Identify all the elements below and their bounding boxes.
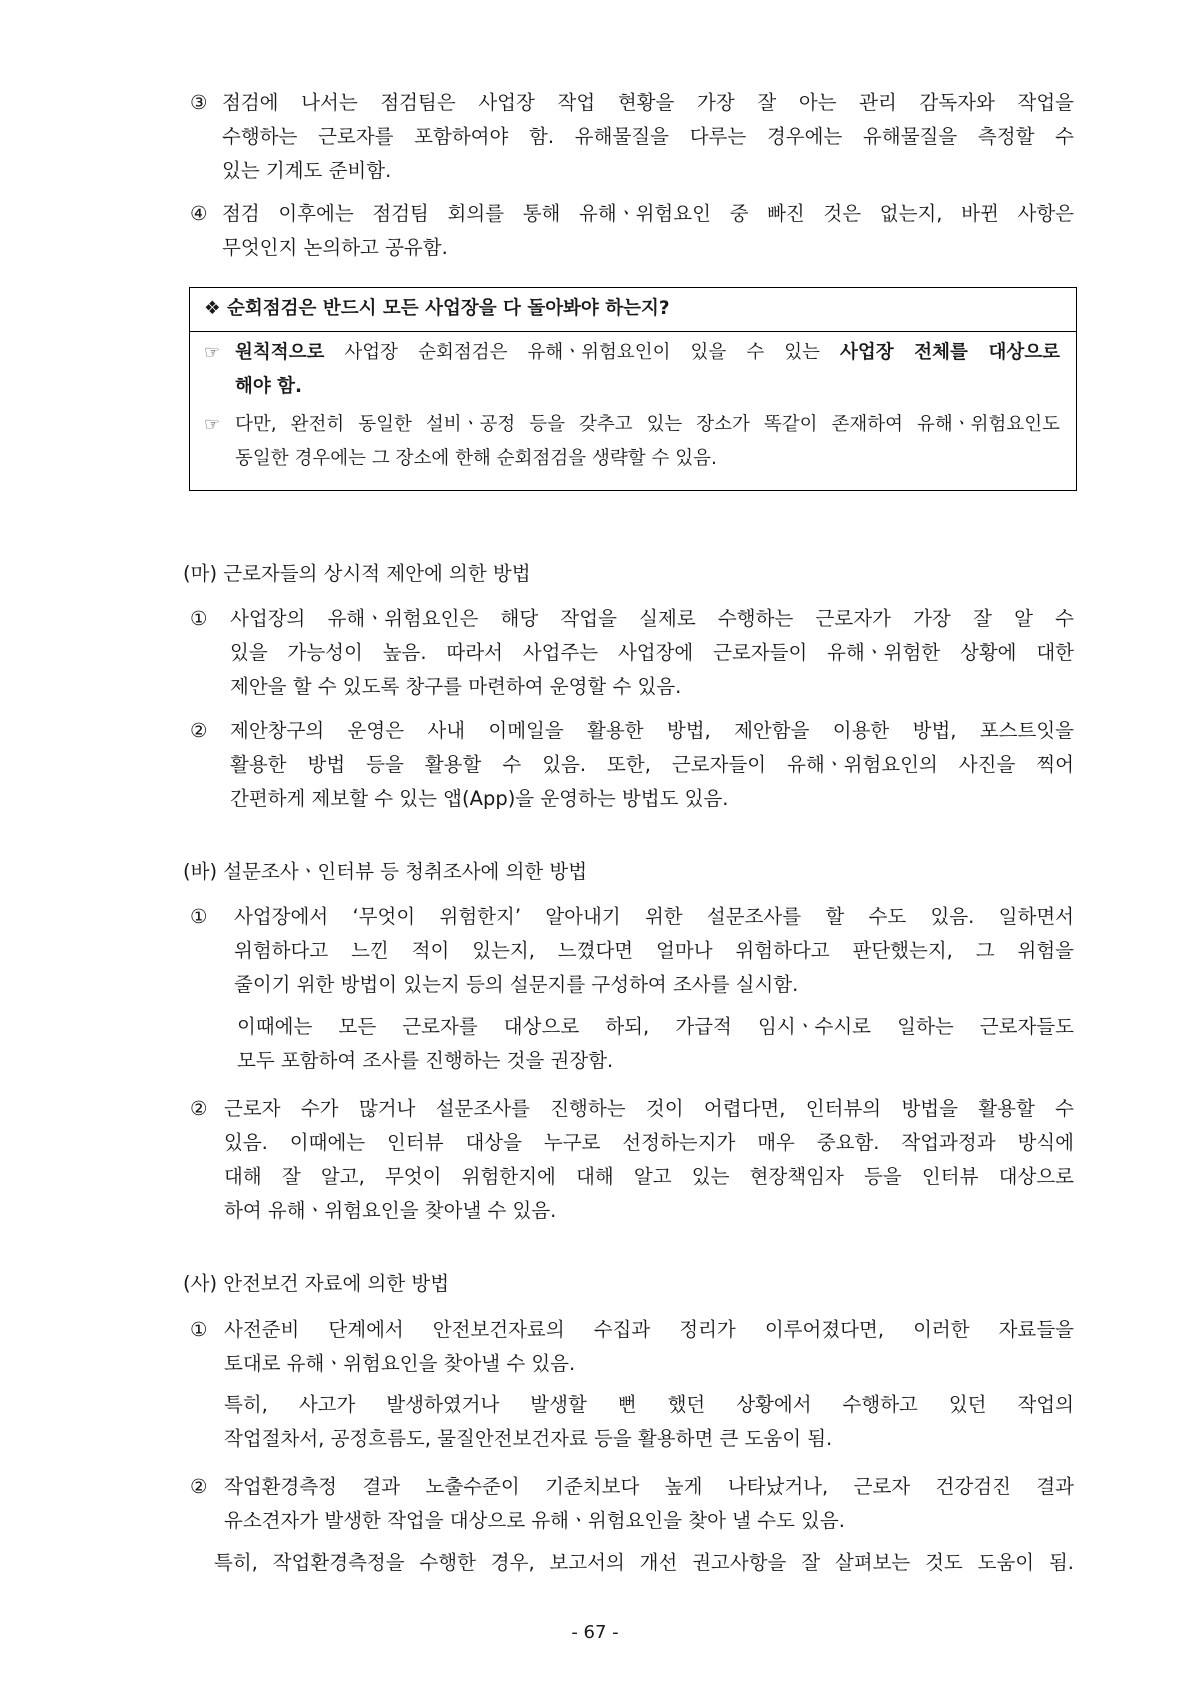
text-line: 활용한 방법 등을 활용할 수 있음. 또한, 근로자들이 유해ㆍ위험요인의 사진을 찍어 xyxy=(230,753,1074,776)
section-heading-ma: (마) 근로자들의 상시적 제안에 의한 방법 xyxy=(183,562,531,585)
text-line: 수행하는 근로자를 포함하여야 함. 유해물질을 다루는 경우에는 유해물질을 측정할 수 xyxy=(222,125,1074,148)
text-line: 점검 이후에는 점검팀 회의를 통해 유해ㆍ위험요인 중 빠진 것은 없는지, 바뀐 사항은 xyxy=(222,202,1074,225)
diamond-icon: ❖ xyxy=(204,298,221,319)
text-line: 유소견자가 발생한 작업을 대상으로 유해ㆍ위험요인을 찾아 낼 수도 있음. xyxy=(224,1509,845,1532)
faq-question-text: 순회점검은 반드시 모든 사업장을 다 돌아봐야 하는지? xyxy=(227,298,670,319)
bold-text: 원칙적으로 xyxy=(235,342,325,363)
text-line: 이때에는 모든 근로자를 대상으로 하되, 가급적 임시ㆍ수시로 일하는 근로자들도 xyxy=(237,1015,1074,1038)
text-line xyxy=(235,336,1060,370)
text-line xyxy=(235,370,1060,404)
text-line: 줄이기 위한 방법이 있는지 등의 설문지를 구성하여 조사를 실시함. xyxy=(234,973,799,996)
item-number: ② xyxy=(190,1097,208,1120)
text-line: 있음. 이때에는 인터뷰 대상을 누구로 선정하는지가 매우 중요함. 작업과정과 방식에 xyxy=(224,1131,1074,1154)
text-line: 하여 유해ㆍ위험요인을 찾아낼 수 있음. xyxy=(224,1199,557,1222)
faq-box xyxy=(189,287,1077,491)
bold-text: 사업장 전체를 대상으로 xyxy=(840,342,1060,363)
text-line: 근로자 수가 많거나 설문조사를 진행하는 것이 어렵다면, 인터뷰의 방법을 활용할 수 xyxy=(224,1097,1074,1120)
text-line: 사업장의 유해ㆍ위험요인은 해당 작업을 실제로 수행하는 근로자가 가장 잘 알 수 xyxy=(230,607,1074,630)
text-line: 점검에 나서는 점검팀은 사업장 작업 현황을 가장 잘 아는 관리 감독자와 작업을 xyxy=(222,91,1074,114)
faq-box-header xyxy=(190,288,1076,332)
item-number: ① xyxy=(190,1318,208,1341)
item-number: ② xyxy=(190,1475,208,1498)
paragraph-ma-1 xyxy=(230,602,1074,704)
paragraph-sa-2 xyxy=(224,1470,1074,1538)
text-line: 대해 잘 알고, 무엇이 위험한지에 대해 알고 있는 현장책임자 등을 인터뷰 대상으로 xyxy=(224,1165,1074,1188)
section-heading-sa: (사) 안전보건 자료에 의한 방법 xyxy=(183,1272,450,1295)
item-number: ③ xyxy=(190,91,208,114)
item-number: ① xyxy=(190,607,208,630)
paragraph-sa-1-note xyxy=(224,1388,1074,1456)
text-line: 다만, 완전히 동일한 설비ㆍ공정 등을 갖추고 있는 장소가 똑같이 존재하여 유해ㆍ위험요인도 xyxy=(235,414,1060,435)
text-line: 제안창구의 운영은 사내 이메일을 활용한 방법, 제안함을 이용한 방법, 포스트잇을 xyxy=(230,719,1074,742)
paragraph-ba-2 xyxy=(224,1092,1074,1228)
text-line: 사전준비 단계에서 안전보건자료의 수집과 정리가 이루어졌다면, 이러한 자료들을 xyxy=(224,1318,1074,1341)
text-line: 제안을 할 수 있도록 창구를 마련하여 운영할 수 있음. xyxy=(230,675,682,698)
item-number: ④ xyxy=(190,202,208,225)
paragraph-ba-1-note xyxy=(237,1010,1074,1078)
text-line: 작업절차서, 공정흐름도, 물질안전보건자료 등을 활용하면 큰 도움이 됨. xyxy=(224,1427,833,1450)
paragraph-sa-closing xyxy=(214,1546,1074,1580)
paragraph-ba-1 xyxy=(234,900,1074,1002)
text-line: 사업장에서 ‘무엇이 위험한지’ 알아내기 위한 설문조사를 할 수도 있음. 일하면서 xyxy=(234,905,1074,928)
text-line: 위험하다고 느낀 적이 있는지, 느꼈다면 얼마나 위험하다고 판단했는지, 그 위험을 xyxy=(234,939,1074,962)
section-heading-ba: (바) 설문조사ㆍ인터뷰 등 청취조사에 의한 방법 xyxy=(183,860,588,883)
faq-question xyxy=(204,294,670,324)
faq-answer-2 xyxy=(235,408,1060,476)
text-line: 있는 기계도 준비함. xyxy=(222,159,392,182)
text-line: 무엇인지 논의하고 공유함. xyxy=(222,236,448,259)
item-number: ② xyxy=(190,719,208,742)
pointing-hand-icon: ☞ xyxy=(204,342,221,363)
paragraph-item-4 xyxy=(222,197,1074,265)
text-line: 토대로 유해ㆍ위험요인을 찾아낼 수 있음. xyxy=(224,1352,576,1375)
answer-text: 사업장 순회점검은 유해ㆍ위험요인이 있을 수 있는 xyxy=(324,342,841,363)
page-number: - 67 - xyxy=(571,1622,619,1643)
text-line: 특히, 사고가 발생하였거나 발생할 뻔 했던 상황에서 수행하고 있던 작업의 xyxy=(224,1393,1074,1416)
text-line: 특히, 작업환경측정을 수행한 경우, 보고서의 개선 권고사항을 잘 살펴보는 것도 도움이 됨. xyxy=(214,1551,1074,1574)
faq-answer-1 xyxy=(235,336,1060,404)
paragraph-ma-2 xyxy=(230,714,1074,816)
text-line: 동일한 경우에는 그 장소에 한해 순회점검을 생략할 수 있음. xyxy=(235,448,717,469)
text-line: 있을 가능성이 높음. 따라서 사업주는 사업장에 근로자들이 유해ㆍ위험한 상황에 대한 xyxy=(230,641,1074,664)
text-line: 모두 포함하여 조사를 진행하는 것을 권장함. xyxy=(237,1049,614,1072)
paragraph-item-3 xyxy=(222,86,1074,188)
text-line: 작업환경측정 결과 노출수준이 기준치보다 높게 나타났거나, 근로자 건강검진 결과 xyxy=(224,1475,1074,1498)
paragraph-sa-1 xyxy=(224,1313,1074,1381)
text-line: 간편하게 제보할 수 있는 앱(App)을 운영하는 방법도 있음. xyxy=(230,787,729,810)
item-number: ① xyxy=(190,905,208,928)
pointing-hand-icon: ☞ xyxy=(204,414,221,435)
bold-text: 해야 함. xyxy=(235,376,303,397)
